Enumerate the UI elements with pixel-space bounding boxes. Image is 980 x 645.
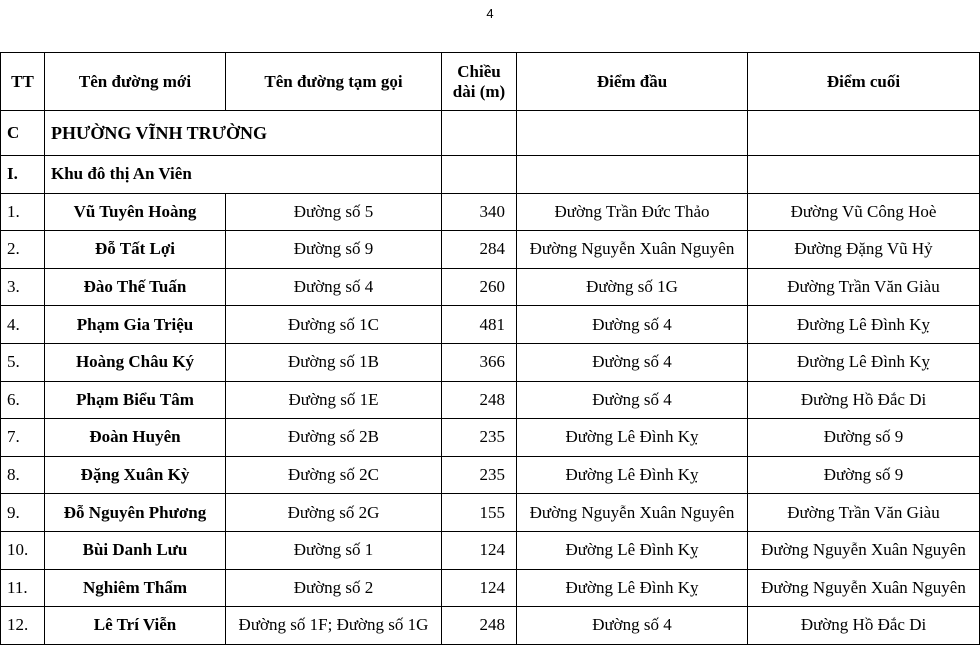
new-street-name: Đỗ Nguyên Phương xyxy=(45,494,226,532)
empty-cell xyxy=(748,111,980,156)
section-name: PHƯỜNG VĨNH TRƯỜNG xyxy=(45,111,442,156)
header-length-line2: dài (m) xyxy=(452,81,506,101)
street-length: 124 xyxy=(442,569,517,607)
new-street-name: Bùi Danh Lưu xyxy=(45,531,226,569)
row-number: 10. xyxy=(1,531,45,569)
start-point: Đường số 4 xyxy=(517,306,748,344)
temporary-street-name: Đường số 1F; Đường số 1G xyxy=(226,607,442,645)
start-point: Đường Nguyễn Xuân Nguyên xyxy=(517,494,748,532)
new-street-name: Hoàng Châu Ký xyxy=(45,343,226,381)
temporary-street-name: Đường số 9 xyxy=(226,231,442,269)
start-point: Đường số 4 xyxy=(517,381,748,419)
street-length: 235 xyxy=(442,456,517,494)
new-street-name: Đoàn Huyên xyxy=(45,419,226,457)
end-point: Đường Đặng Vũ Hỷ xyxy=(748,231,980,269)
start-point: Đường số 4 xyxy=(517,607,748,645)
header-end: Điểm cuối xyxy=(748,53,980,111)
table-row xyxy=(1,494,980,532)
end-point: Đường Lê Đình Kỵ xyxy=(748,306,980,344)
row-number: 12. xyxy=(1,607,45,645)
new-street-name: Đào Thế Tuấn xyxy=(45,268,226,306)
end-point: Đường Nguyễn Xuân Nguyên xyxy=(748,569,980,607)
temporary-street-name: Đường số 2B xyxy=(226,419,442,457)
end-point: Đường Trần Văn Giàu xyxy=(748,494,980,532)
table-row xyxy=(1,607,980,645)
new-street-name: Phạm Gia Triệu xyxy=(45,306,226,344)
street-length: 481 xyxy=(442,306,517,344)
temporary-street-name: Đường số 2 xyxy=(226,569,442,607)
table-row xyxy=(1,531,980,569)
new-street-name: Phạm Biểu Tâm xyxy=(45,381,226,419)
table-row xyxy=(1,231,980,269)
header-length-line1: Chiều xyxy=(457,61,501,81)
start-point: Đường Trần Đức Thảo xyxy=(517,193,748,231)
row-number: 6. xyxy=(1,381,45,419)
table-row xyxy=(1,419,980,457)
empty-cell xyxy=(517,156,748,194)
section-code: I. xyxy=(1,156,45,194)
header-row xyxy=(1,53,980,111)
row-number: 11. xyxy=(1,569,45,607)
new-street-name: Lê Trí Viễn xyxy=(45,607,226,645)
header-new-name: Tên đường mới xyxy=(45,53,226,111)
table-row xyxy=(1,343,980,381)
temporary-street-name: Đường số 1 xyxy=(226,531,442,569)
section-code: C xyxy=(1,111,45,156)
street-length: 248 xyxy=(442,607,517,645)
end-point: Đường Lê Đình Kỵ xyxy=(748,343,980,381)
new-street-name: Đặng Xuân Kỳ xyxy=(45,456,226,494)
page-number: 4 xyxy=(486,6,494,21)
end-point: Đường Trần Văn Giàu xyxy=(748,268,980,306)
empty-cell xyxy=(442,156,517,194)
start-point: Đường Nguyễn Xuân Nguyên xyxy=(517,231,748,269)
temporary-street-name: Đường số 1E xyxy=(226,381,442,419)
street-length: 260 xyxy=(442,268,517,306)
empty-cell xyxy=(517,111,748,156)
new-street-name: Đỗ Tất Lợi xyxy=(45,231,226,269)
end-point: Đường Vũ Công Hoè xyxy=(748,193,980,231)
empty-cell xyxy=(442,111,517,156)
temporary-street-name: Đường số 1C xyxy=(226,306,442,344)
temporary-street-name: Đường số 2G xyxy=(226,494,442,532)
end-point: Đường số 9 xyxy=(748,419,980,457)
section-row-area xyxy=(1,156,980,194)
table-row xyxy=(1,268,980,306)
row-number: 3. xyxy=(1,268,45,306)
street-length: 248 xyxy=(442,381,517,419)
row-number: 7. xyxy=(1,419,45,457)
street-length: 155 xyxy=(442,494,517,532)
end-point: Đường số 9 xyxy=(748,456,980,494)
new-street-name: Vũ Tuyên Hoàng xyxy=(45,193,226,231)
section-name: Khu đô thị An Viên xyxy=(45,156,442,194)
row-number: 2. xyxy=(1,231,45,269)
table-row xyxy=(1,569,980,607)
table-row xyxy=(1,306,980,344)
header-length xyxy=(442,53,517,111)
end-point: Đường Hồ Đắc Di xyxy=(748,381,980,419)
row-number: 8. xyxy=(1,456,45,494)
street-length: 284 xyxy=(442,231,517,269)
row-number: 1. xyxy=(1,193,45,231)
empty-cell xyxy=(748,156,980,194)
end-point: Đường Nguyễn Xuân Nguyên xyxy=(748,531,980,569)
street-length: 124 xyxy=(442,531,517,569)
end-point: Đường Hồ Đắc Di xyxy=(748,607,980,645)
start-point: Đường Lê Đình Kỵ xyxy=(517,456,748,494)
header-tt: TT xyxy=(1,53,45,111)
start-point: Đường số 1G xyxy=(517,268,748,306)
street-length: 235 xyxy=(442,419,517,457)
start-point: Đường Lê Đình Kỵ xyxy=(517,531,748,569)
start-point: Đường số 4 xyxy=(517,343,748,381)
table-row xyxy=(1,381,980,419)
new-street-name: Nghiêm Thẩm xyxy=(45,569,226,607)
temporary-street-name: Đường số 4 xyxy=(226,268,442,306)
row-number: 5. xyxy=(1,343,45,381)
street-length: 366 xyxy=(442,343,517,381)
header-start: Điểm đầu xyxy=(517,53,748,111)
temporary-street-name: Đường số 1B xyxy=(226,343,442,381)
street-naming-table xyxy=(0,52,980,645)
table-row xyxy=(1,456,980,494)
header-temp-name: Tên đường tạm gọi xyxy=(226,53,442,111)
section-row-ward xyxy=(1,111,980,156)
start-point: Đường Lê Đình Kỵ xyxy=(517,419,748,457)
temporary-street-name: Đường số 5 xyxy=(226,193,442,231)
row-number: 9. xyxy=(1,494,45,532)
start-point: Đường Lê Đình Kỵ xyxy=(517,569,748,607)
row-number: 4. xyxy=(1,306,45,344)
table-row xyxy=(1,193,980,231)
table-body xyxy=(1,111,980,645)
temporary-street-name: Đường số 2C xyxy=(226,456,442,494)
street-length: 340 xyxy=(442,193,517,231)
